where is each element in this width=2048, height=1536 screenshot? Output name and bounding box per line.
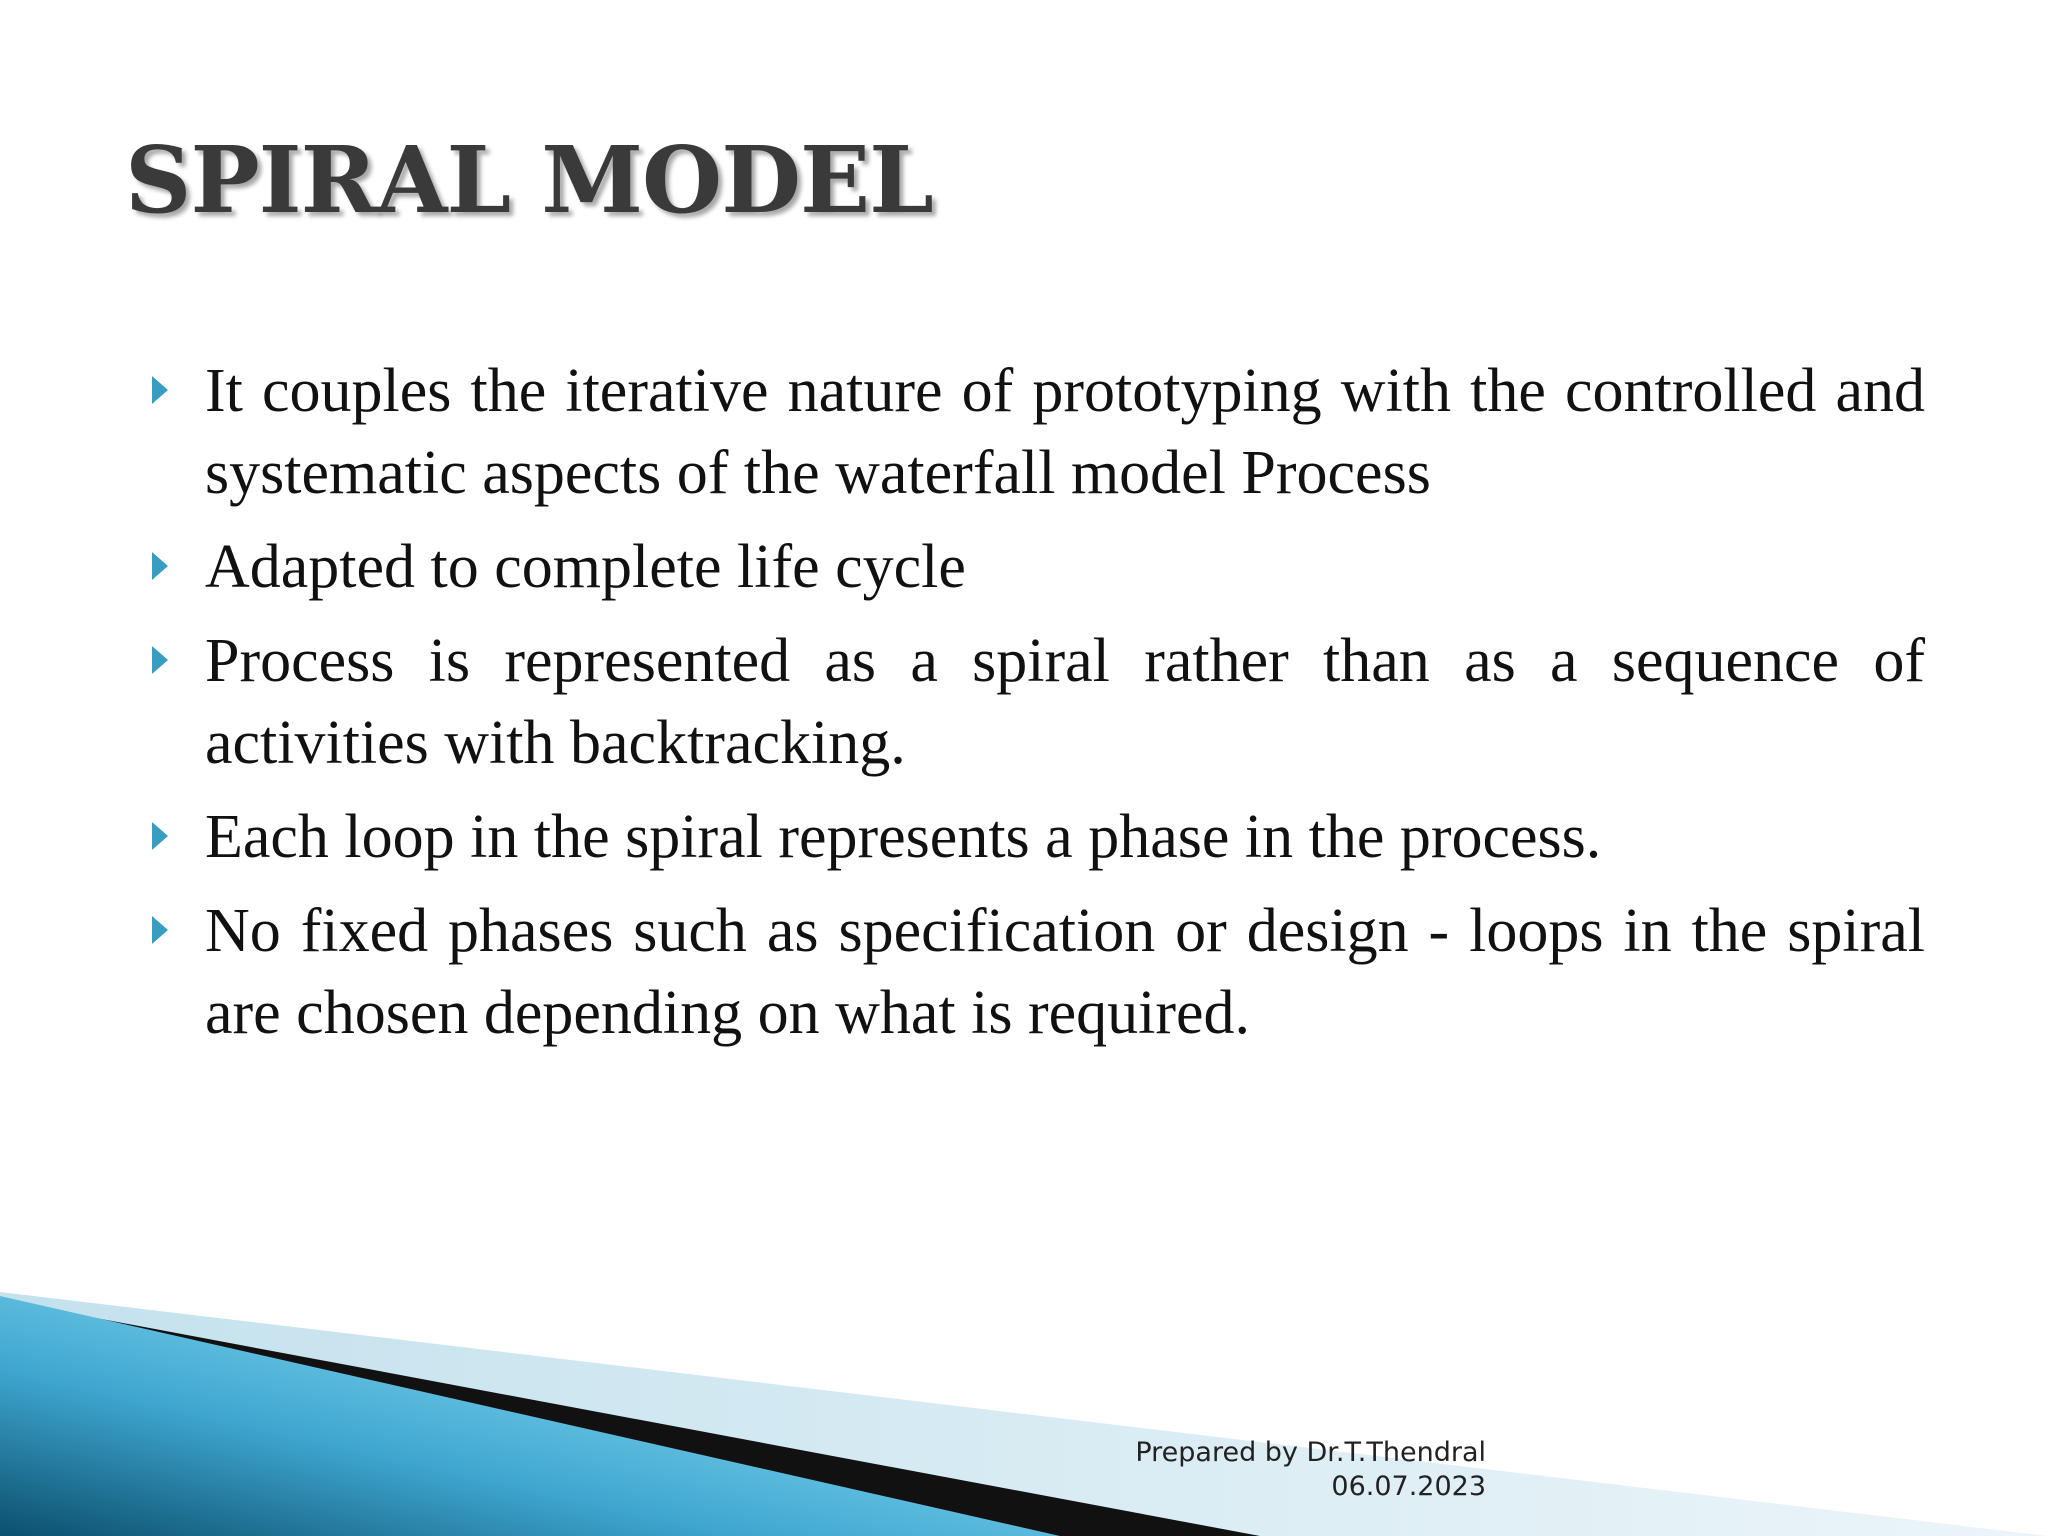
bullet-text: Process is represented as a spiral rather than as a sequence of activities with backtracking.: [205, 627, 1925, 777]
list-item: [150, 526, 1925, 608]
footer-author: Prepared by Dr.T.Thendral: [1135, 1437, 1486, 1468]
slide-title: SPIRAL MODEL: [125, 126, 933, 234]
bullet-list: [150, 350, 1925, 1066]
triangle-bullet-icon: [152, 646, 168, 674]
bullet-text: It couples the iterative nature of prototyping with the controlled and systematic aspects of the waterfall model Process: [205, 357, 1925, 507]
bullet-text: Adapted to complete life cycle: [205, 533, 966, 601]
bullet-text: No fixed phases such as specification or design - loops in the spiral are chosen depending on what is required.: [205, 897, 1925, 1047]
list-item: [150, 796, 1925, 878]
bullet-text: Each loop in the spiral represents a phase in the process.: [205, 803, 1602, 871]
triangle-bullet-icon: [152, 916, 168, 944]
footer-date: 06.07.2023: [1331, 1471, 1486, 1502]
triangle-bullet-icon: [152, 376, 168, 404]
triangle-bullet-icon: [152, 552, 168, 580]
triangle-bullet-icon: [152, 822, 168, 850]
list-item: [150, 350, 1925, 514]
list-item: [150, 620, 1925, 784]
list-item: [150, 890, 1925, 1054]
slide-footer: [1135, 1436, 1486, 1504]
